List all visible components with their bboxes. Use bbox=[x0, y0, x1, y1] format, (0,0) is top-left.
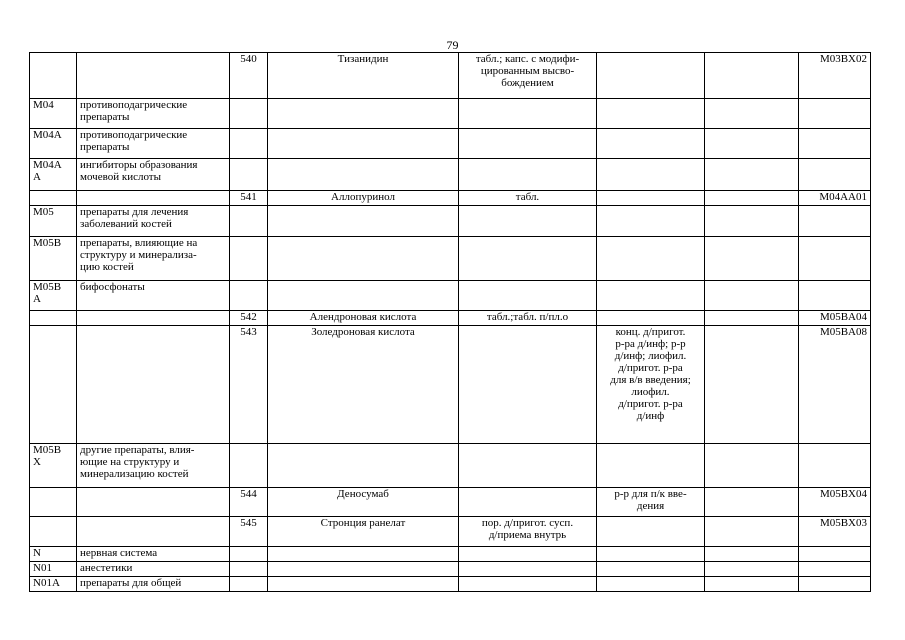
table-row bbox=[30, 577, 871, 592]
atc-code bbox=[799, 444, 871, 488]
atc-code: M03BX02 bbox=[799, 53, 871, 99]
dosage-form-extra bbox=[597, 191, 705, 206]
table-row bbox=[30, 444, 871, 488]
item-number bbox=[230, 577, 268, 592]
atc-code bbox=[799, 281, 871, 311]
item-number: 540 bbox=[230, 53, 268, 99]
atc-group-code: M05B bbox=[30, 237, 77, 281]
table-row bbox=[30, 562, 871, 577]
group-name: бифосфонаты bbox=[77, 281, 230, 311]
table-row bbox=[30, 547, 871, 562]
atc-code: M05BA08 bbox=[799, 326, 871, 444]
dosage-form-extra: р-р для п/к вве- дения bbox=[597, 488, 705, 517]
table-body bbox=[30, 53, 871, 592]
dosage-form bbox=[459, 281, 597, 311]
atc-group-code bbox=[30, 311, 77, 326]
atc-group-code: M04A bbox=[30, 129, 77, 159]
drug-name bbox=[268, 99, 459, 129]
dosage-form-extra bbox=[597, 53, 705, 99]
atc-code bbox=[799, 562, 871, 577]
item-number bbox=[230, 444, 268, 488]
atc-group-code bbox=[30, 326, 77, 444]
table-row bbox=[30, 311, 871, 326]
table-row bbox=[30, 237, 871, 281]
drug-name bbox=[268, 547, 459, 562]
dosage-form-extra bbox=[597, 311, 705, 326]
dosage-form: табл.;табл. п/пл.о bbox=[459, 311, 597, 326]
item-number bbox=[230, 547, 268, 562]
dosage-form-extra bbox=[597, 129, 705, 159]
empty-cell bbox=[705, 311, 799, 326]
dosage-form bbox=[459, 159, 597, 191]
group-name: препараты для лечения заболеваний костей bbox=[77, 206, 230, 237]
item-number bbox=[230, 99, 268, 129]
dosage-form-extra bbox=[597, 444, 705, 488]
dosage-form-extra bbox=[597, 517, 705, 547]
item-number bbox=[230, 281, 268, 311]
table-row bbox=[30, 129, 871, 159]
dosage-form bbox=[459, 547, 597, 562]
empty-cell bbox=[705, 326, 799, 444]
item-number bbox=[230, 237, 268, 281]
empty-cell bbox=[705, 547, 799, 562]
atc-code: M04AA01 bbox=[799, 191, 871, 206]
drug-name bbox=[268, 237, 459, 281]
dosage-form bbox=[459, 488, 597, 517]
dosage-form-extra bbox=[597, 562, 705, 577]
item-number bbox=[230, 562, 268, 577]
group-name: противоподагрические препараты bbox=[77, 129, 230, 159]
dosage-form-extra bbox=[597, 99, 705, 129]
dosage-form bbox=[459, 577, 597, 592]
group-name: другие препараты, влия- ющие на структуру и минерализацию костей bbox=[77, 444, 230, 488]
dosage-form bbox=[459, 562, 597, 577]
atc-code bbox=[799, 547, 871, 562]
item-number: 542 bbox=[230, 311, 268, 326]
table-row bbox=[30, 517, 871, 547]
atc-group-code: M04 bbox=[30, 99, 77, 129]
empty-cell bbox=[705, 99, 799, 129]
drug-name: Деносумаб bbox=[268, 488, 459, 517]
atc-code bbox=[799, 237, 871, 281]
atc-code bbox=[799, 577, 871, 592]
drug-name bbox=[268, 444, 459, 488]
dosage-form-extra bbox=[597, 206, 705, 237]
dosage-form bbox=[459, 237, 597, 281]
atc-group-code: N bbox=[30, 547, 77, 562]
table-row bbox=[30, 206, 871, 237]
item-number bbox=[230, 206, 268, 237]
drug-name: Алендроновая кислота bbox=[268, 311, 459, 326]
atc-group-code: N01 bbox=[30, 562, 77, 577]
dosage-form-extra bbox=[597, 237, 705, 281]
dosage-form-extra bbox=[597, 281, 705, 311]
drug-name bbox=[268, 562, 459, 577]
group-name: нервная система bbox=[77, 547, 230, 562]
atc-code bbox=[799, 129, 871, 159]
dosage-form bbox=[459, 206, 597, 237]
dosage-form bbox=[459, 326, 597, 444]
dosage-form-extra: конц. д/пригот. р-ра д/инф; р-р д/инф; лиофил. д/пригот. р-ра для в/в введения; лиофил. д/пригот. р-ра д/инф bbox=[597, 326, 705, 444]
table-row bbox=[30, 191, 871, 206]
atc-code: M05BX03 bbox=[799, 517, 871, 547]
empty-cell bbox=[705, 129, 799, 159]
atc-group-code bbox=[30, 191, 77, 206]
drug-name bbox=[268, 159, 459, 191]
atc-group-code: M05B A bbox=[30, 281, 77, 311]
table-row bbox=[30, 488, 871, 517]
dosage-form: пор. д/пригот. сусп. д/приема внутрь bbox=[459, 517, 597, 547]
group-name: ингибиторы образования мочевой кислоты bbox=[77, 159, 230, 191]
group-name bbox=[77, 311, 230, 326]
item-number: 544 bbox=[230, 488, 268, 517]
empty-cell bbox=[705, 281, 799, 311]
atc-group-code: M04A A bbox=[30, 159, 77, 191]
dosage-form-extra bbox=[597, 159, 705, 191]
drug-name: Золедроновая кислота bbox=[268, 326, 459, 444]
table-row bbox=[30, 326, 871, 444]
page-number: 79 bbox=[446, 38, 459, 52]
atc-group-code: M05 bbox=[30, 206, 77, 237]
drug-name bbox=[268, 206, 459, 237]
group-name bbox=[77, 191, 230, 206]
group-name: препараты, влияющие на структуру и минерализа- цию костей bbox=[77, 237, 230, 281]
atc-group-code bbox=[30, 517, 77, 547]
drug-name bbox=[268, 281, 459, 311]
group-name: противоподагрические препараты bbox=[77, 99, 230, 129]
drug-name bbox=[268, 577, 459, 592]
dosage-form bbox=[459, 99, 597, 129]
drug-list-table bbox=[29, 52, 871, 592]
drug-name: Тизанидин bbox=[268, 53, 459, 99]
atc-code bbox=[799, 99, 871, 129]
group-name bbox=[77, 53, 230, 99]
empty-cell bbox=[705, 562, 799, 577]
group-name bbox=[77, 517, 230, 547]
table-row bbox=[30, 99, 871, 129]
atc-group-code bbox=[30, 53, 77, 99]
group-name bbox=[77, 488, 230, 517]
empty-cell bbox=[705, 53, 799, 99]
table-row bbox=[30, 281, 871, 311]
group-name: анестетики bbox=[77, 562, 230, 577]
drug-name: Стронция ранелат bbox=[268, 517, 459, 547]
empty-cell bbox=[705, 577, 799, 592]
atc-group-code: M05B X bbox=[30, 444, 77, 488]
atc-code bbox=[799, 206, 871, 237]
atc-code: M05BA04 bbox=[799, 311, 871, 326]
table-row bbox=[30, 159, 871, 191]
item-number: 541 bbox=[230, 191, 268, 206]
dosage-form bbox=[459, 129, 597, 159]
empty-cell bbox=[705, 206, 799, 237]
atc-code bbox=[799, 159, 871, 191]
group-name bbox=[77, 326, 230, 444]
drug-name bbox=[268, 129, 459, 159]
item-number: 543 bbox=[230, 326, 268, 444]
dosage-form: табл. bbox=[459, 191, 597, 206]
dosage-form bbox=[459, 444, 597, 488]
empty-cell bbox=[705, 237, 799, 281]
empty-cell bbox=[705, 191, 799, 206]
table-row bbox=[30, 53, 871, 99]
empty-cell bbox=[705, 517, 799, 547]
item-number: 545 bbox=[230, 517, 268, 547]
empty-cell bbox=[705, 444, 799, 488]
atc-group-code: N01A bbox=[30, 577, 77, 592]
dosage-form-extra bbox=[597, 547, 705, 562]
item-number bbox=[230, 159, 268, 191]
atc-code: M05BX04 bbox=[799, 488, 871, 517]
dosage-form-extra bbox=[597, 577, 705, 592]
group-name: препараты для общей bbox=[77, 577, 230, 592]
item-number bbox=[230, 129, 268, 159]
drug-name: Аллопуринол bbox=[268, 191, 459, 206]
atc-group-code bbox=[30, 488, 77, 517]
empty-cell bbox=[705, 159, 799, 191]
empty-cell bbox=[705, 488, 799, 517]
dosage-form: табл.; капс. с модифи- цированным высво- бождением bbox=[459, 53, 597, 99]
